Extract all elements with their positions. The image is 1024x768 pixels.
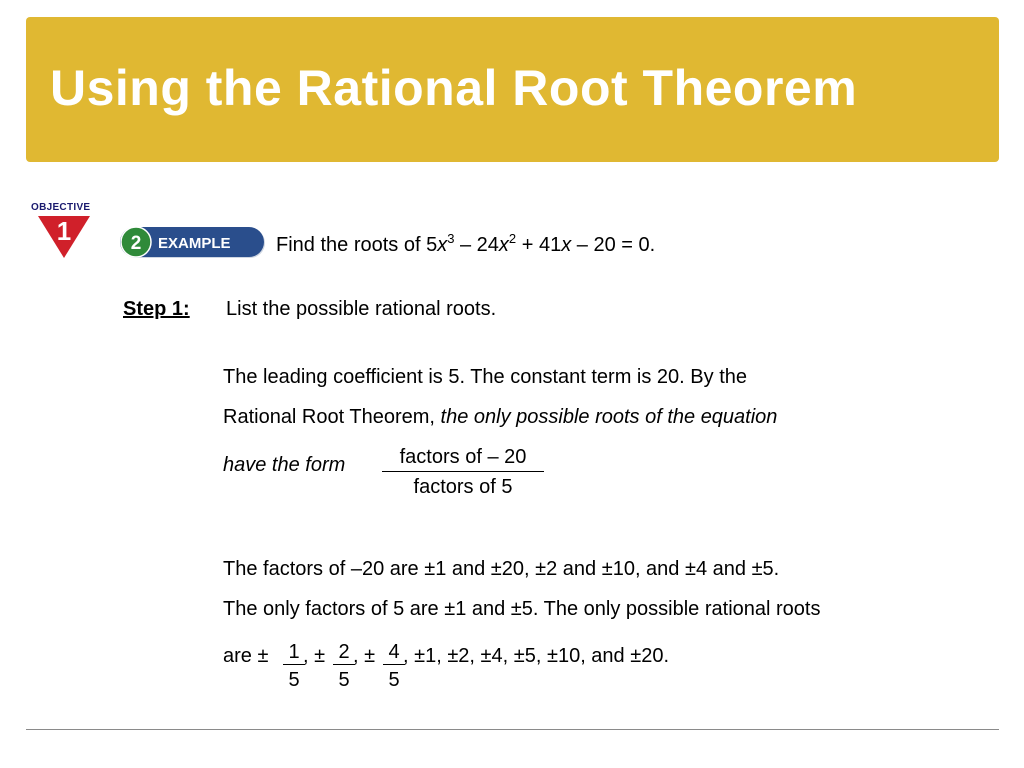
example-number: 2 xyxy=(130,233,142,254)
title-banner xyxy=(26,17,999,162)
problem-statement: Find the roots of $5x^3 - 24x^2 + 41x - 20 = 0$. xyxy=(276,231,656,256)
example-label: EXAMPLE xyxy=(158,235,231,252)
fraction-denominator: factors of 5 xyxy=(413,476,513,498)
fraction-4-5: $\frac{4}{5}$ xyxy=(383,640,405,695)
roots-tail: , ±1, ±2, ±4, ±5, ±10, and ±20. xyxy=(403,645,670,667)
objective-triangle-icon xyxy=(36,214,92,260)
step-1-text: List the possible rational roots. xyxy=(226,298,497,320)
footer-divider xyxy=(26,729,999,730)
fraction-2-5: $\frac{2}{5}$ xyxy=(333,640,355,695)
para2-line1: The factors of –20 are ±1 and ±20, ±2 and ±10, and ±4 and ±5. xyxy=(223,558,780,580)
roots-sep-2: , ± xyxy=(353,645,376,667)
fraction-1-5: $\frac{1}{5}$ xyxy=(283,640,305,695)
example-badge xyxy=(118,225,268,261)
roots-sep-1: , ± xyxy=(303,645,326,667)
page-title: Using the Rational Root Theorem xyxy=(50,60,858,116)
objective-marker xyxy=(28,200,102,262)
para1-line3: have the form xyxy=(223,454,346,476)
para1-line2: Rational Root Theorem, the only possible roots of the equation xyxy=(223,406,778,428)
fraction-numerator: factors of – 20 xyxy=(382,446,544,472)
step-1-label: Step 1: xyxy=(123,298,190,320)
para1-line1: The leading coefficient is 5. The constant term is 20. By the xyxy=(223,366,747,388)
factors-fraction xyxy=(382,446,544,499)
objective-label: OBJECTIVE xyxy=(31,202,91,213)
roots-prefix: are ± xyxy=(223,645,269,667)
para2-line2: The only factors of 5 are ±1 and ±5. The only possible rational roots xyxy=(223,598,821,620)
objective-number: 1 xyxy=(56,216,72,246)
